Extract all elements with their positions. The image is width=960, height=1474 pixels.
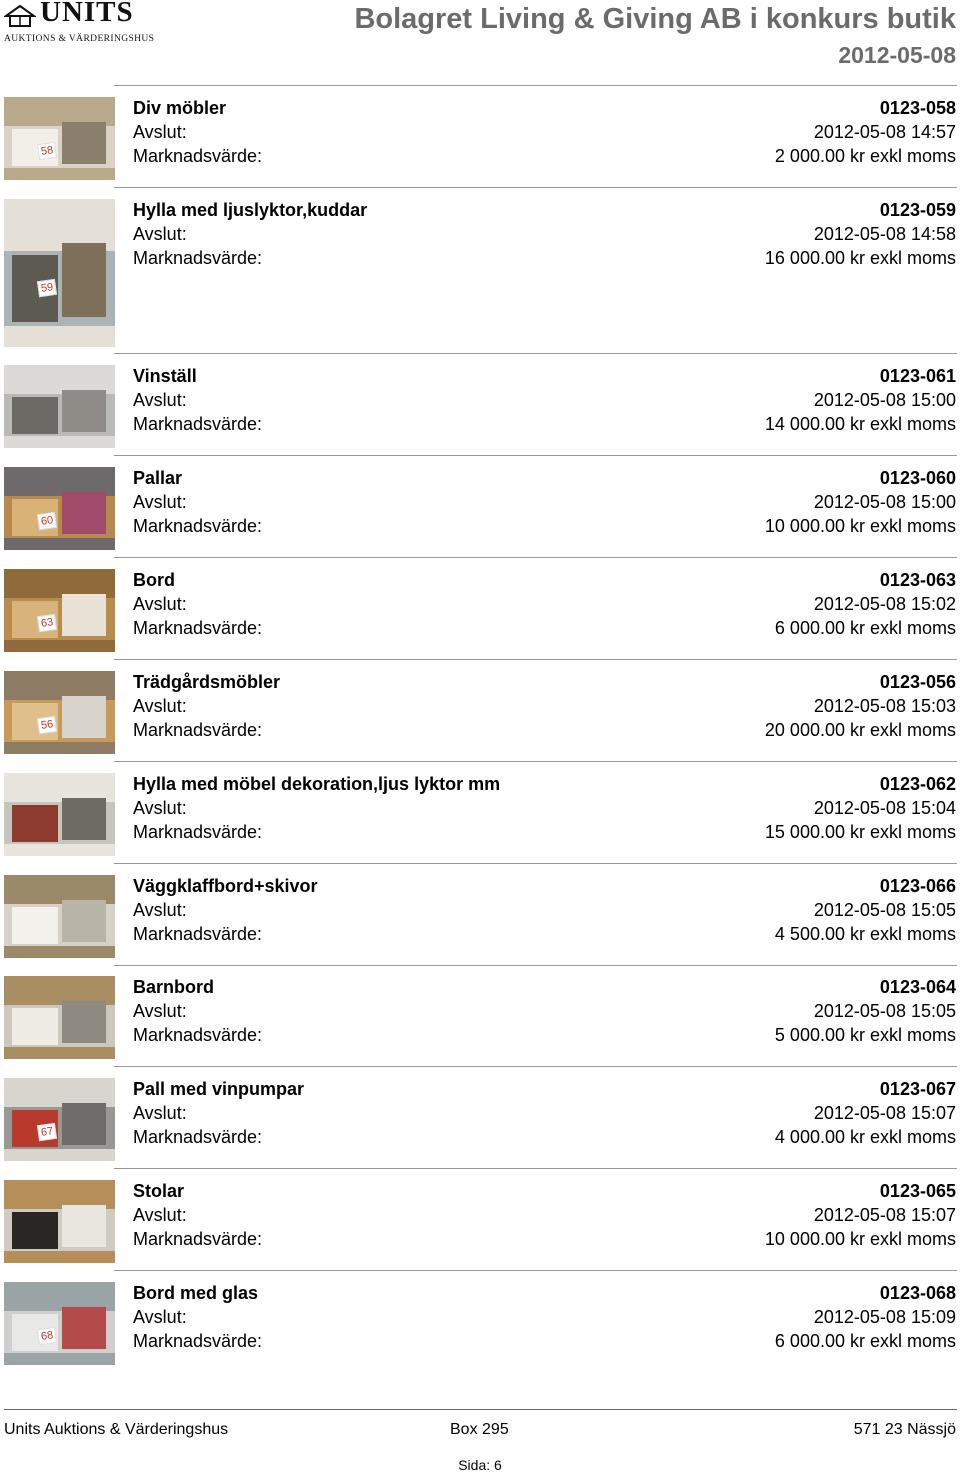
item-code: 0123-061	[879, 366, 956, 386]
item-code: 0123-059	[879, 200, 956, 220]
logo-text: UNITS	[40, 0, 134, 28]
item-code: 0123-056	[879, 672, 956, 692]
photo-shape	[62, 1001, 106, 1043]
end-label: Avslut:	[133, 492, 187, 512]
row-divider	[114, 353, 957, 354]
page-title: Bolagret Living & Giving AB i konkurs butik	[354, 3, 956, 35]
row-divider	[114, 1066, 957, 1067]
end-label: Avslut:	[133, 1307, 187, 1327]
end-label: Avslut:	[133, 798, 187, 818]
item-code: 0123-068	[879, 1283, 956, 1303]
lot-tag: 58	[37, 142, 57, 160]
photo-shape	[4, 1047, 115, 1059]
item-code: 0123-065	[879, 1181, 956, 1201]
end-time: 2012-05-08 15:09	[813, 1307, 956, 1327]
lot-tag: 59	[37, 279, 57, 297]
row-divider	[114, 761, 957, 762]
photo-shape	[62, 390, 106, 432]
market-value: 14 000.00 kr exkl moms	[764, 414, 956, 434]
item-name: Väggklaffbord+skivor	[133, 876, 318, 896]
end-label: Avslut:	[133, 1205, 187, 1225]
item-name: Bord	[133, 570, 175, 590]
item-photo	[4, 1282, 115, 1365]
lot-tag: 63	[37, 614, 57, 632]
market-value-label: Marknadsvärde:	[133, 146, 263, 166]
photo-shape	[4, 640, 115, 652]
market-value-label: Marknadsvärde:	[133, 618, 263, 638]
market-value: 10 000.00 kr exkl moms	[764, 1229, 956, 1249]
item-photo	[4, 1078, 115, 1161]
item-name: Trädgårdsmöbler	[133, 672, 281, 692]
end-time: 2012-05-08 15:02	[813, 594, 956, 614]
item-photo	[4, 97, 115, 180]
photo-shape	[62, 798, 106, 840]
item-code: 0123-064	[879, 977, 956, 997]
market-value-label: Marknadsvärde:	[133, 516, 263, 536]
row-divider	[114, 659, 957, 660]
item-name: Vinställ	[133, 366, 197, 386]
item-photo	[4, 569, 115, 652]
item-photo	[4, 671, 115, 754]
photo-shape	[4, 1251, 115, 1263]
end-time: 2012-05-08 15:05	[813, 1001, 956, 1021]
end-time: 2012-05-08 15:04	[813, 798, 956, 818]
end-time: 2012-05-08 15:03	[813, 696, 956, 716]
lot-tag: 67	[37, 1123, 57, 1141]
item-photo	[4, 365, 115, 448]
end-time: 2012-05-08 15:05	[813, 900, 956, 920]
end-time: 2012-05-08 15:00	[813, 492, 956, 512]
footer-company: Units Auktions & Värderingshus	[4, 1421, 229, 1438]
item-name: Div möbler	[133, 98, 227, 118]
photo-shape	[62, 1307, 106, 1349]
end-time: 2012-05-08 14:57	[813, 122, 956, 142]
photo-shape	[62, 122, 106, 164]
item-code: 0123-062	[879, 774, 956, 794]
header-divider	[114, 85, 957, 86]
photo-shape	[12, 397, 58, 434]
page-header	[0, 0, 960, 86]
item-name: Pallar	[133, 468, 183, 488]
end-label: Avslut:	[133, 594, 187, 614]
row-divider	[114, 965, 957, 966]
end-label: Avslut:	[133, 900, 187, 920]
row-divider	[114, 187, 957, 188]
end-label: Avslut:	[133, 696, 187, 716]
market-value-label: Marknadsvärde:	[133, 414, 263, 434]
photo-shape	[12, 907, 58, 944]
market-value: 16 000.00 kr exkl moms	[764, 248, 956, 268]
page-date: 2012-05-08	[838, 42, 956, 68]
photo-shape	[12, 1212, 58, 1249]
row-divider	[114, 1168, 957, 1169]
end-label: Avslut:	[133, 390, 187, 410]
row-divider	[114, 1270, 957, 1271]
item-name: Barnbord	[133, 977, 214, 997]
photo-shape	[4, 742, 115, 754]
photo-shape	[62, 1205, 106, 1247]
photo-shape	[4, 168, 115, 180]
photo-shape	[62, 594, 106, 636]
item-name: Hylla med möbel dekoration,ljus lyktor mm	[133, 774, 501, 794]
market-value: 15 000.00 kr exkl moms	[764, 822, 956, 842]
end-time: 2012-05-08 15:07	[813, 1103, 956, 1123]
market-value-label: Marknadsvärde:	[133, 720, 263, 740]
photo-shape	[62, 492, 106, 534]
photo-shape	[62, 696, 106, 738]
market-value-label: Marknadsvärde:	[133, 1025, 263, 1045]
house-logo-icon	[4, 4, 36, 28]
market-value: 10 000.00 kr exkl moms	[764, 516, 956, 536]
item-code: 0123-066	[879, 876, 956, 896]
end-time: 2012-05-08 14:58	[813, 224, 956, 244]
row-divider	[114, 863, 957, 864]
market-value-label: Marknadsvärde:	[133, 248, 263, 268]
photo-shape	[62, 243, 106, 317]
market-value-label: Marknadsvärde:	[133, 1127, 263, 1147]
lot-tag: 68	[37, 1327, 57, 1345]
photo-shape	[4, 1149, 115, 1161]
item-photo	[4, 199, 115, 347]
item-name: Hylla med ljuslyktor,kuddar	[133, 200, 368, 220]
market-value: 6 000.00 kr exkl moms	[774, 1331, 956, 1351]
end-label: Avslut:	[133, 224, 187, 244]
end-time: 2012-05-08 15:00	[813, 390, 956, 410]
footer-city: 571 23 Nässjö	[853, 1421, 956, 1438]
item-code: 0123-060	[879, 468, 956, 488]
item-photo	[4, 875, 115, 958]
item-code: 0123-063	[879, 570, 956, 590]
item-photo	[4, 1180, 115, 1263]
item-photo	[4, 976, 115, 1059]
market-value-label: Marknadsvärde:	[133, 924, 263, 944]
market-value: 4 500.00 kr exkl moms	[774, 924, 956, 944]
row-divider	[114, 557, 957, 558]
row-divider	[114, 455, 957, 456]
market-value-label: Marknadsvärde:	[133, 1229, 263, 1249]
item-photo	[4, 773, 115, 856]
item-name: Stolar	[133, 1181, 185, 1201]
lot-tag: 60	[37, 512, 57, 530]
footer-box: Box 295	[450, 1421, 509, 1438]
photo-shape	[12, 805, 58, 842]
market-value-label: Marknadsvärde:	[133, 1331, 263, 1351]
item-photo	[4, 467, 115, 550]
market-value: 4 000.00 kr exkl moms	[774, 1127, 956, 1147]
photo-shape	[4, 946, 115, 958]
end-label: Avslut:	[133, 1001, 187, 1021]
photo-shape	[4, 538, 115, 550]
market-value: 2 000.00 kr exkl moms	[774, 146, 956, 166]
end-label: Avslut:	[133, 122, 187, 142]
item-name: Pall med vinpumpar	[133, 1079, 305, 1099]
footer-divider	[4, 1409, 957, 1410]
photo-shape	[62, 900, 106, 942]
photo-shape	[4, 1353, 115, 1365]
item-code: 0123-058	[879, 98, 956, 118]
page-number: Sida: 6	[458, 1457, 502, 1473]
market-value: 5 000.00 kr exkl moms	[774, 1025, 956, 1045]
photo-shape	[4, 844, 115, 856]
photo-shape	[4, 326, 115, 347]
end-label: Avslut:	[133, 1103, 187, 1123]
market-value-label: Marknadsvärde:	[133, 822, 263, 842]
units-logo	[4, 2, 164, 48]
item-name: Bord med glas	[133, 1283, 259, 1303]
market-value: 6 000.00 kr exkl moms	[774, 618, 956, 638]
item-code: 0123-067	[879, 1079, 956, 1099]
photo-shape	[12, 1008, 58, 1045]
photo-shape	[62, 1103, 106, 1145]
end-time: 2012-05-08 15:07	[813, 1205, 956, 1225]
logo-subtitle: AUKTIONS & VÄRDERINGSHUS	[4, 34, 155, 44]
lot-tag: 56	[37, 716, 57, 734]
photo-shape	[4, 436, 115, 448]
market-value: 20 000.00 kr exkl moms	[764, 720, 956, 740]
